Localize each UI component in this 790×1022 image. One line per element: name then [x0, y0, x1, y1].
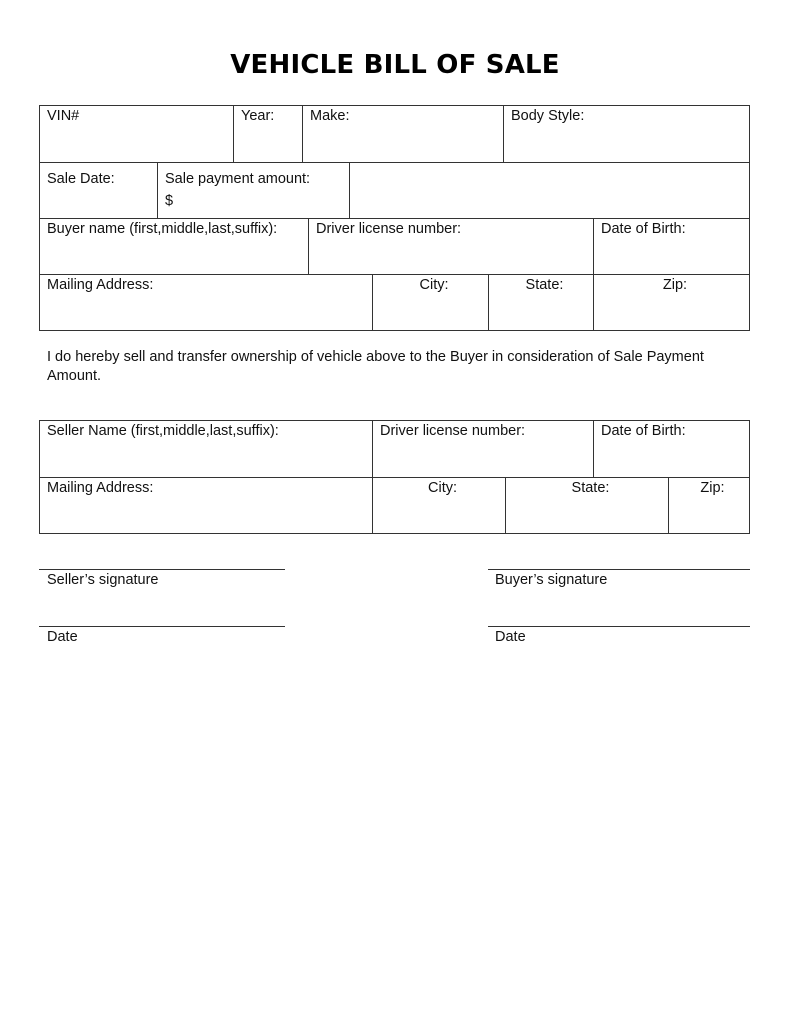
buyer-mailing-field[interactable] [40, 275, 373, 330]
seller-dob-label: Date of Birth: [601, 423, 686, 439]
sale-payment-field[interactable] [158, 163, 350, 219]
year-label: Year: [241, 108, 275, 124]
seller-license-label: Driver license number: [380, 423, 526, 439]
seller-signature-line[interactable] [39, 569, 285, 570]
blank-cell [350, 163, 749, 219]
vin-label: VIN# [47, 108, 80, 124]
seller-zip-field[interactable] [669, 478, 749, 533]
buyer-date-line[interactable] [488, 626, 750, 627]
seller-state-field[interactable] [506, 478, 669, 533]
document-title: VEHICLE BILL OF SALE [230, 50, 560, 80]
buyer-dob-label: Date of Birth: [601, 221, 686, 237]
seller-date-line[interactable] [39, 626, 285, 627]
seller-city-label: City: [428, 480, 457, 496]
body-style-label: Body Style: [511, 108, 585, 124]
buyer-state-label: State: [525, 277, 564, 293]
seller-dob-field[interactable] [594, 421, 749, 478]
sale-date-label: Sale Date: [47, 171, 115, 187]
buyer-city-field[interactable] [373, 275, 489, 330]
buyer-zip-label: Zip: [662, 277, 688, 293]
seller-mailing-field[interactable] [40, 478, 373, 533]
seller-signature-label: Seller’s signature [47, 572, 159, 588]
buyer-signature-label: Buyer’s signature [495, 572, 608, 588]
currency-symbol: $ [165, 193, 174, 209]
seller-license-field[interactable] [373, 421, 594, 478]
buyer-zip-field[interactable] [594, 275, 749, 330]
seller-name-field[interactable] [40, 421, 373, 478]
buyer-name-label: Buyer name (first,middle,last,suffix): [47, 221, 278, 237]
buyer-dob-field[interactable] [594, 219, 749, 275]
buyer-license-label: Driver license number: [316, 221, 462, 237]
buyer-mailing-label: Mailing Address: [47, 277, 154, 293]
buyer-license-field[interactable] [309, 219, 594, 275]
buyer-vehicle-table [39, 105, 750, 331]
make-label: Make: [310, 108, 350, 124]
sale-payment-label: Sale payment amount: [165, 171, 311, 187]
buyer-city-label: City: [419, 277, 449, 293]
make-field[interactable] [303, 106, 504, 163]
seller-name-label: Seller Name (first,middle,last,suffix): [47, 423, 279, 439]
transfer-statement: I do hereby sell and transfer ownership of vehicle above to the Buyer in consideration of Sale Payment Amount. [47, 349, 704, 384]
buyer-state-field[interactable] [489, 275, 594, 330]
buyer-date-label: Date [495, 629, 526, 645]
seller-state-label: State: [571, 480, 610, 496]
sale-date-field[interactable] [40, 163, 158, 219]
seller-zip-label: Zip: [700, 480, 725, 496]
year-field[interactable] [234, 106, 303, 163]
buyer-name-field[interactable] [40, 219, 309, 275]
seller-mailing-label: Mailing Address: [47, 480, 154, 496]
seller-date-label: Date [47, 629, 78, 645]
body-style-field[interactable] [504, 106, 749, 163]
seller-table [39, 420, 750, 534]
seller-city-field[interactable] [373, 478, 506, 533]
buyer-signature-line[interactable] [488, 569, 750, 570]
vin-field[interactable] [40, 106, 234, 163]
